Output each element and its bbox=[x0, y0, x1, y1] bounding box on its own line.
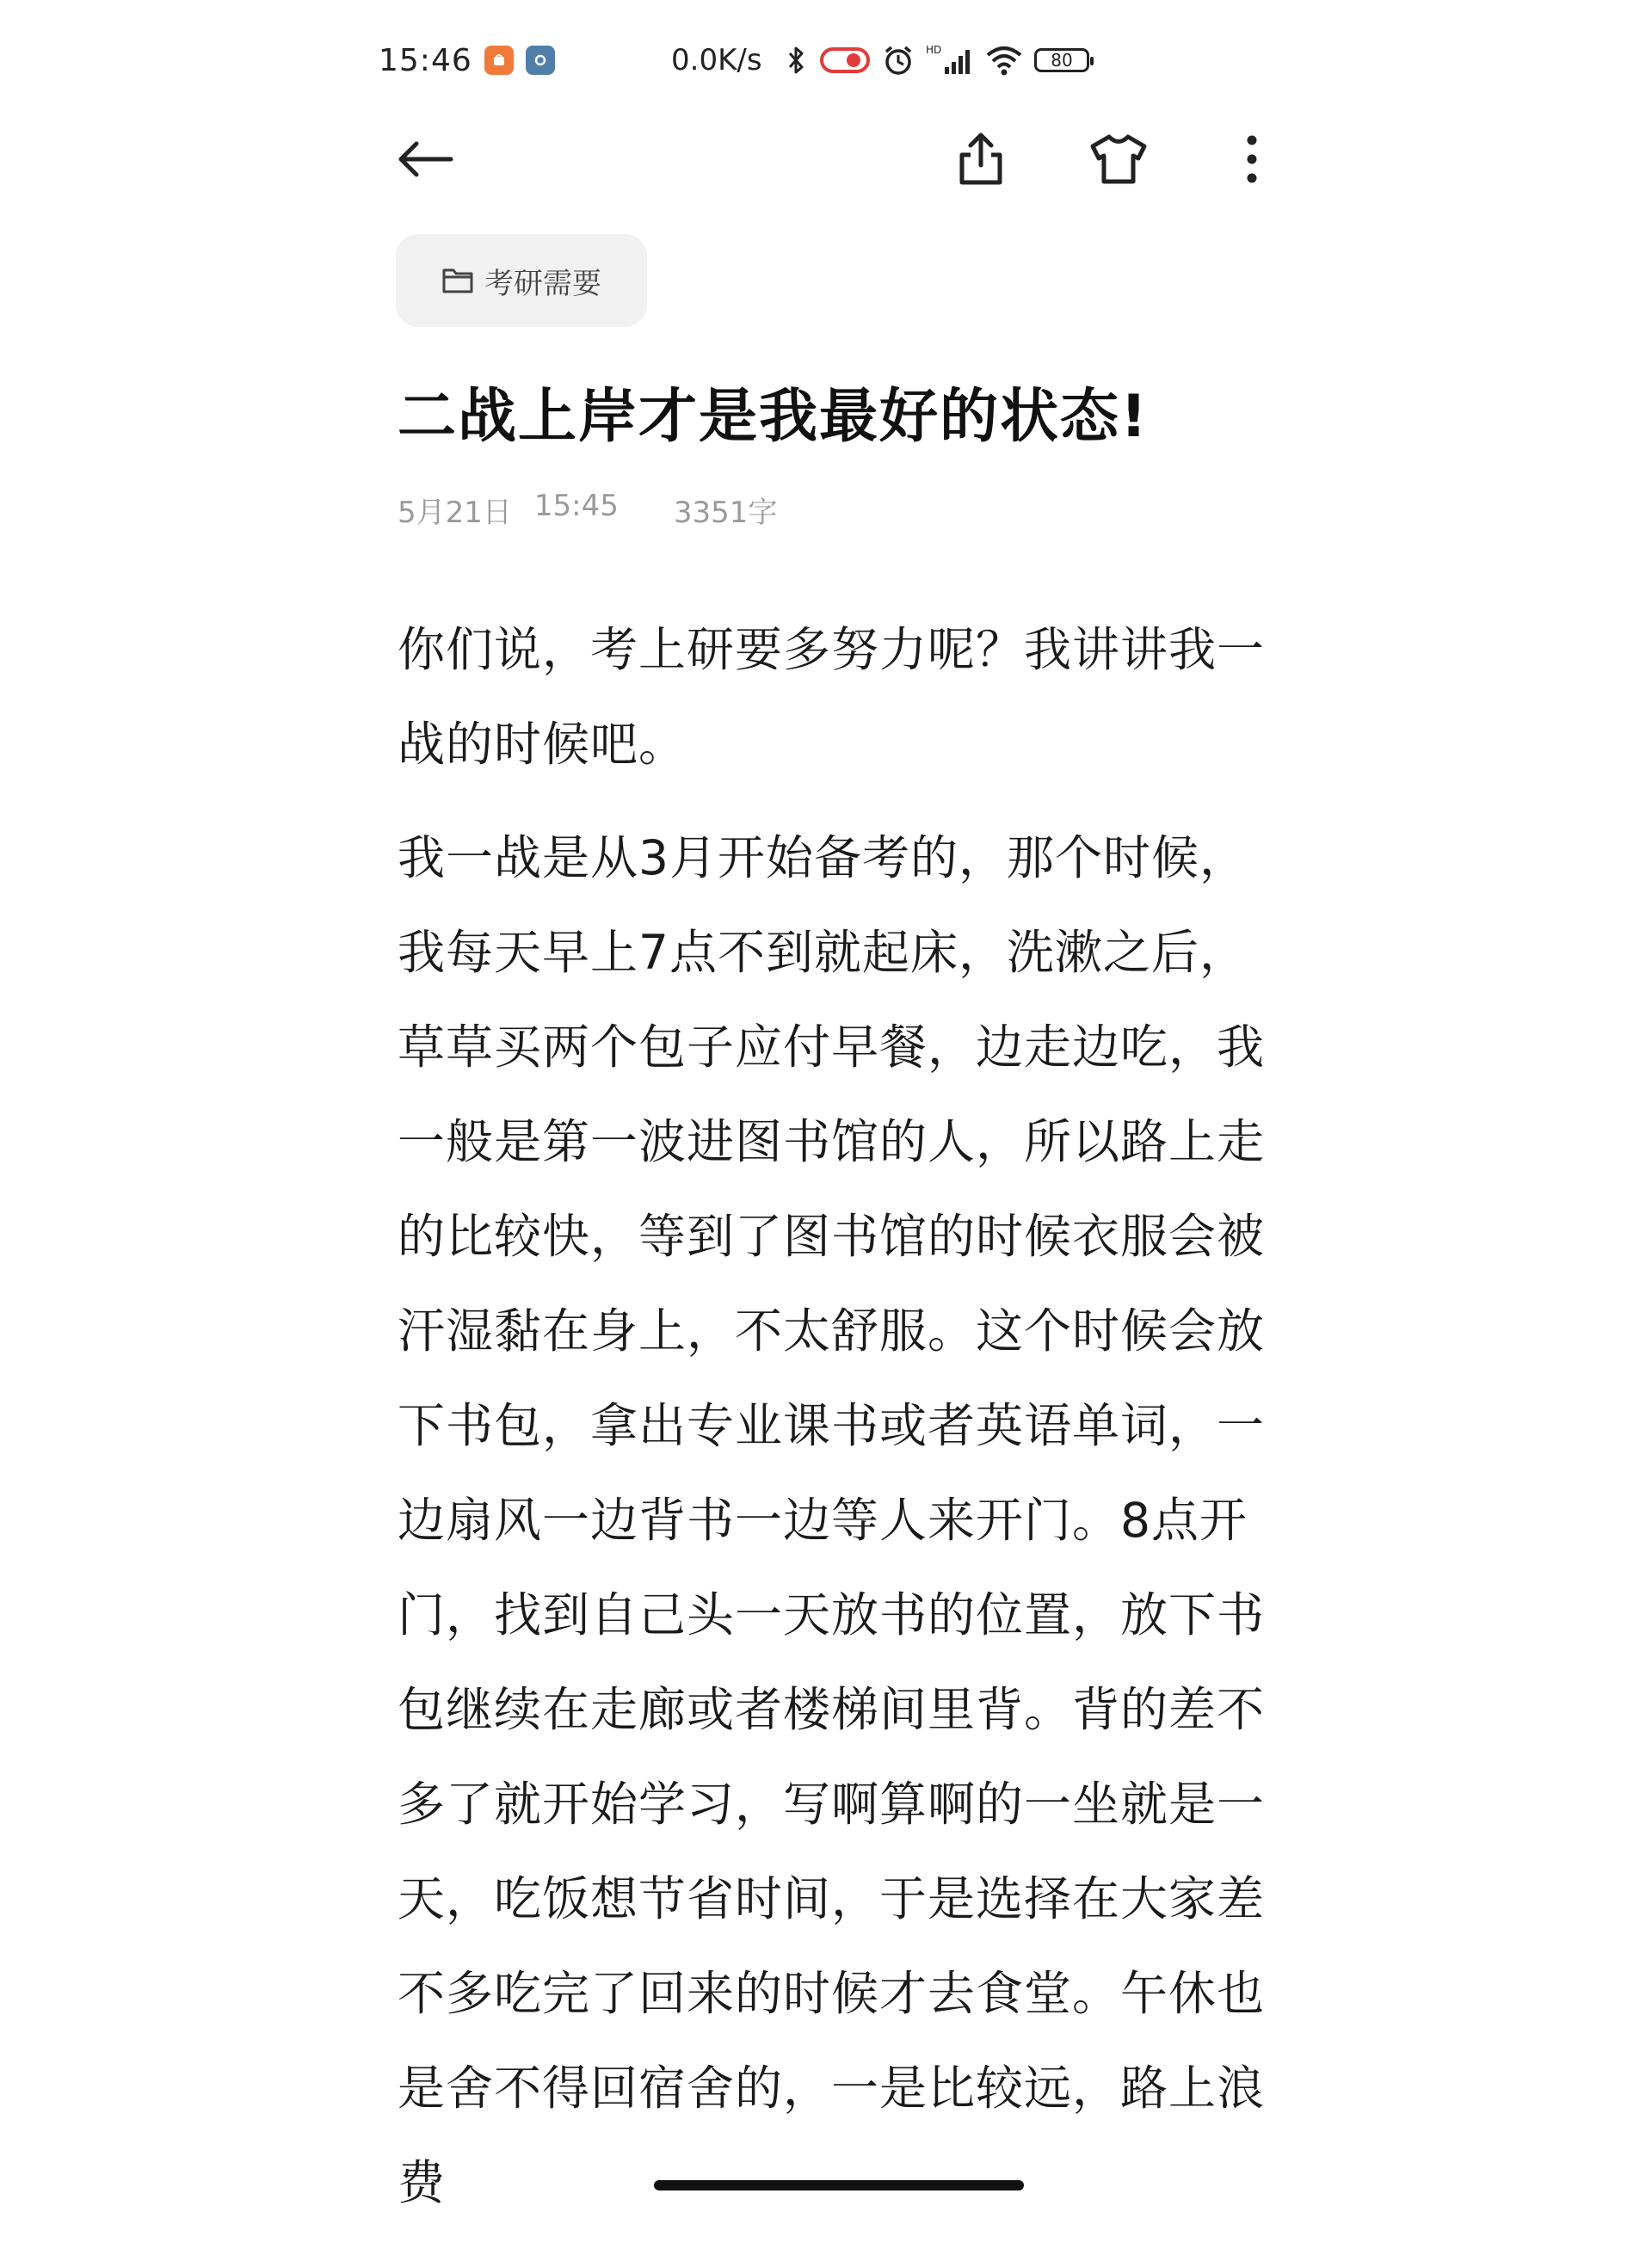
net-speed: 0.0K/s bbox=[671, 43, 762, 77]
app-badge-blue-icon bbox=[526, 46, 555, 75]
folder-icon bbox=[441, 266, 474, 295]
bluetooth-icon bbox=[783, 43, 809, 77]
share-button[interactable] bbox=[942, 120, 1020, 198]
back-button[interactable] bbox=[387, 120, 465, 198]
status-time: 15:46 bbox=[379, 42, 472, 78]
theme-shirt-icon bbox=[1088, 132, 1149, 186]
article-meta bbox=[398, 489, 777, 531]
paragraph: 我一战是从3月开始备考的，那个时候，我每天早上7点不到就起床，洗漱之后，草草买两个包子应付早餐，边走边吃，我一般是第一波进图书馆的人，所以路上走的比较快，等到了图书馆的时候衣服会被汗湿黏在身上，不太舒服。这个时候会放下书包，拿出专业课书或者英语单词，一边扇风一边背书一边等人来开门。8点开门，找到自己头一天放书的位置，放下书包继续在走廊或者楼梯间里背。背的差不多了就开始学习，写啊算啊的一坐就是一天，吃饭想节省时间，于是选择在大家差不多吃完了回来的时候才去食堂。午休也是舍不得回宿舍的，一是比较远，路上浪费 bbox=[398, 830, 1266, 2210]
status-icons bbox=[783, 43, 1089, 77]
alarm-icon bbox=[881, 43, 915, 77]
battery-icon bbox=[1034, 48, 1089, 72]
paragraph: 你们说，考上研要多努力呢？我讲讲我一战的时候吧。 bbox=[398, 622, 1266, 772]
toolbar bbox=[387, 120, 1282, 198]
hd-label: HD bbox=[926, 44, 942, 56]
app-badge-orange-icon bbox=[484, 46, 514, 75]
word-count: 3351字 bbox=[673, 496, 778, 530]
back-arrow-icon bbox=[396, 138, 456, 181]
article-time: 15:45 bbox=[533, 489, 619, 523]
battery-level: 80 bbox=[1051, 50, 1073, 71]
wifi-icon bbox=[984, 43, 1024, 77]
toggle-icon bbox=[819, 45, 871, 76]
more-vertical-icon bbox=[1243, 133, 1261, 185]
article-title: 二战上岸才是我最好的状态! bbox=[398, 383, 1150, 451]
home-indicator[interactable] bbox=[654, 2180, 1024, 2190]
article-date: 5月21日 bbox=[398, 496, 512, 530]
more-button[interactable] bbox=[1213, 120, 1291, 198]
share-icon bbox=[955, 131, 1007, 188]
signal-hd-icon bbox=[926, 43, 974, 77]
status-bar bbox=[379, 33, 1119, 88]
category-label: 考研需要 bbox=[484, 266, 601, 301]
category-chip[interactable] bbox=[396, 234, 647, 327]
article-body bbox=[398, 602, 1267, 2249]
theme-button[interactable] bbox=[1080, 120, 1157, 198]
